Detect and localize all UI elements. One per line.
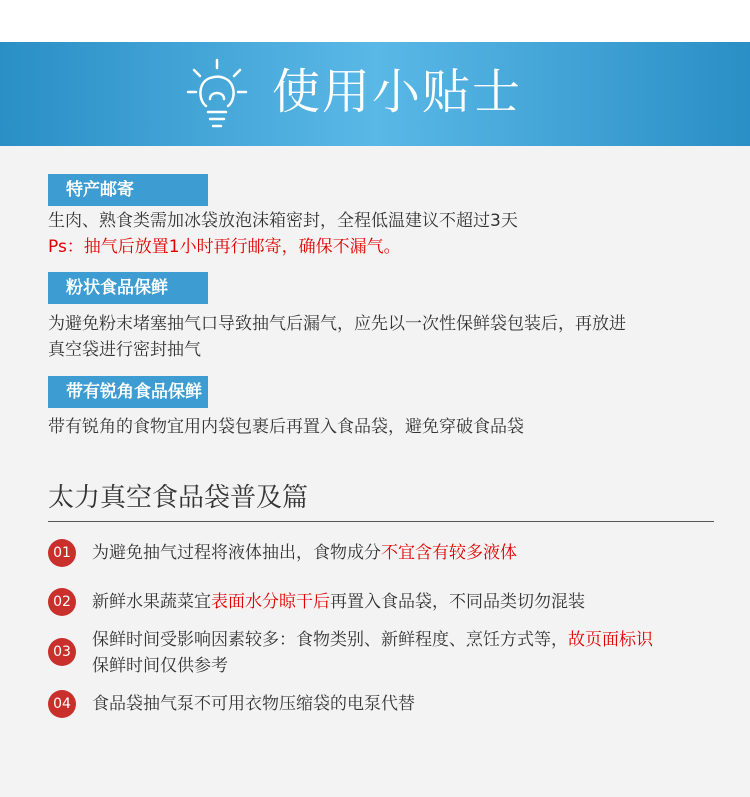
item-highlight: 不宜含有较多液体 xyxy=(381,543,517,563)
list-item xyxy=(92,589,722,615)
tip-powder-line1: 为避免粉末堵塞抽气口导致抽气后漏气，应先以一次性保鲜袋包装后，再放进 xyxy=(48,314,626,334)
item-number-badge: 01 xyxy=(48,539,76,567)
tag-shipping: 特产邮寄 xyxy=(48,174,208,206)
tip-powder-line2: 真空袋进行密封抽气 xyxy=(48,340,201,360)
item-text: 食品袋抽气泵不可用衣物压缩袋的电泵代替 xyxy=(92,694,415,714)
item-highlight: 故页面标识 xyxy=(568,630,653,650)
item-text-after: 再置入食品袋，不同品类切勿混装 xyxy=(330,592,585,612)
list-item xyxy=(92,540,722,566)
item-text: 新鲜水果蔬菜宜 xyxy=(92,592,211,612)
tag-powder: 粉状食品保鲜 xyxy=(48,272,208,304)
lightbulb-icon xyxy=(186,56,248,134)
list-item xyxy=(92,691,722,717)
tip-shipping-note: Ps：抽气后放置1小时再行邮寄，确保不漏气。 xyxy=(48,237,401,257)
header-banner xyxy=(0,42,750,146)
item-text: 为避免抽气过程将液体抽出，食物成分 xyxy=(92,543,381,563)
tip-shipping-text: 生肉、熟食类需加冰袋放泡沫箱密封，全程低温建议不超过3天 xyxy=(48,211,518,231)
item-highlight: 表面水分晾干后 xyxy=(211,592,330,612)
item-number-badge: 02 xyxy=(48,588,76,616)
list-item xyxy=(92,627,722,653)
section-divider xyxy=(48,521,714,522)
tip-sharp-text: 带有锐角的食物宜用内袋包裹后再置入食品袋，避免穿破食品袋 xyxy=(48,417,524,437)
tag-sharp: 带有锐角食品保鲜 xyxy=(48,376,208,408)
item-number-badge: 04 xyxy=(48,690,76,718)
item-number-badge: 03 xyxy=(48,638,76,666)
item-highlight-line2: 保鲜时间仅供参考 xyxy=(92,656,228,676)
section-title: 太力真空食品袋普及篇 xyxy=(48,483,309,513)
banner-title: 使用小贴士 xyxy=(272,64,523,120)
top-margin xyxy=(0,0,750,42)
item-text: 保鲜时间受影响因素较多：食物类别、新鲜程度、烹饪方式等， xyxy=(92,630,568,650)
